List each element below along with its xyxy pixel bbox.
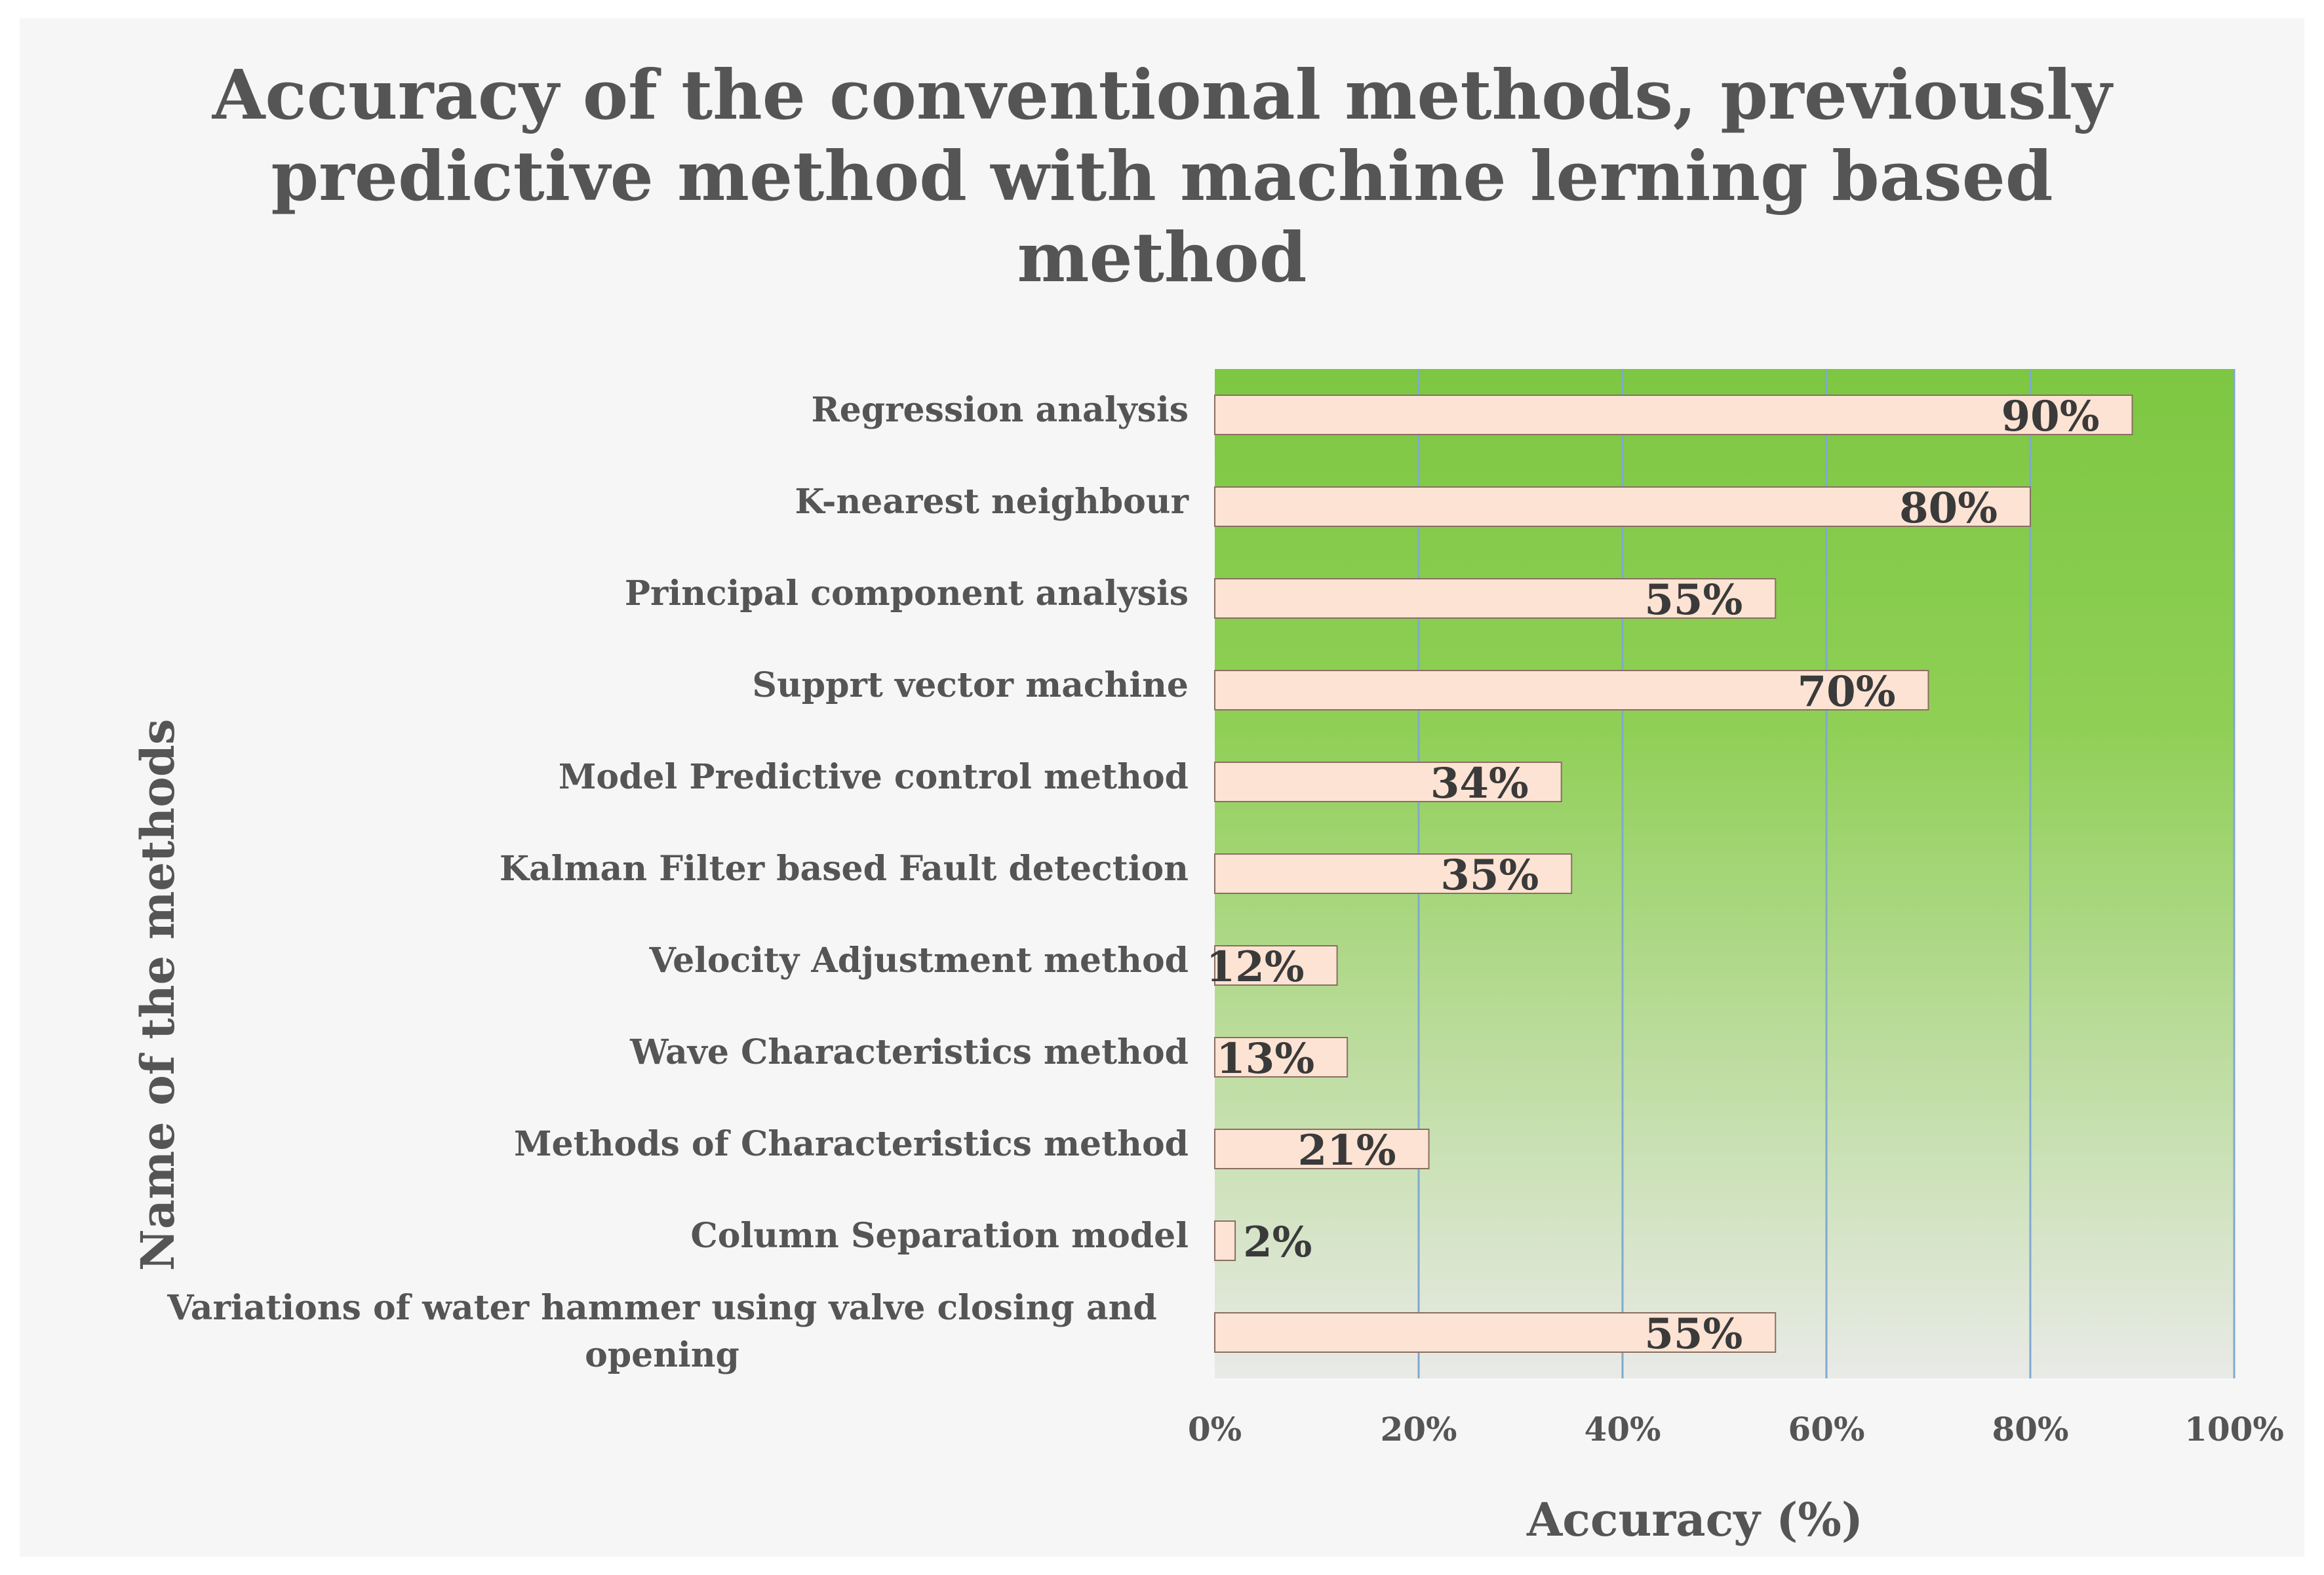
bar-chart	[20, 18, 2304, 1557]
category-label: Model Predictive control method	[558, 757, 1189, 797]
chart-title-line: method	[1017, 217, 1307, 298]
data-label: 34%	[1430, 759, 1529, 808]
category-label: K-nearest neighbour	[795, 482, 1189, 522]
category-label: Variations of water hammer using valve closing and opening	[167, 1288, 1157, 1375]
data-label: 21%	[1297, 1126, 1396, 1175]
data-label: 70%	[1797, 667, 1896, 716]
bar	[1215, 395, 2133, 435]
x-tick-label: 0%	[1187, 1410, 1242, 1449]
category-label: Column Separation model	[690, 1216, 1189, 1256]
x-tick-labels	[1188, 1410, 2284, 1449]
x-tick-label: 60%	[1788, 1410, 1865, 1449]
data-label: 80%	[1899, 484, 1998, 533]
y-axis-title: Name of the methods	[130, 718, 185, 1272]
x-tick-label: 100%	[2184, 1410, 2284, 1449]
x-tick-label: 80%	[1992, 1410, 2069, 1449]
category-label: Wave Characteristics method	[630, 1032, 1189, 1072]
category-label: Regression analysis	[811, 390, 1189, 430]
category-label: Kalman Filter based Fault detection	[499, 849, 1189, 889]
data-label: 55%	[1644, 1310, 1743, 1359]
category-label: Methods of Characteristics method	[513, 1124, 1189, 1164]
data-label: 13%	[1216, 1034, 1315, 1083]
data-label: 90%	[2001, 392, 2100, 441]
category-label: Supprt vector machine	[752, 665, 1189, 705]
bar	[1215, 1221, 1235, 1260]
category-label: Principal component analysis	[624, 574, 1189, 613]
chart-title-line: Accuracy of the conventional methods, previously	[212, 54, 2112, 135]
chart-container	[20, 18, 2304, 1557]
data-label: 55%	[1644, 575, 1743, 625]
x-tick-label: 40%	[1584, 1410, 1661, 1449]
x-tick-label: 20%	[1380, 1410, 1457, 1449]
data-label: 12%	[1206, 943, 1305, 992]
data-label: 2%	[1243, 1218, 1312, 1267]
data-label: 35%	[1440, 851, 1539, 900]
x-axis-title: Accuracy (%)	[1526, 1492, 1864, 1547]
category-labels	[167, 390, 1189, 1375]
chart-title-line: predictive method with machine lerning based	[271, 136, 2053, 216]
category-label: Velocity Adjustment method	[649, 941, 1189, 981]
